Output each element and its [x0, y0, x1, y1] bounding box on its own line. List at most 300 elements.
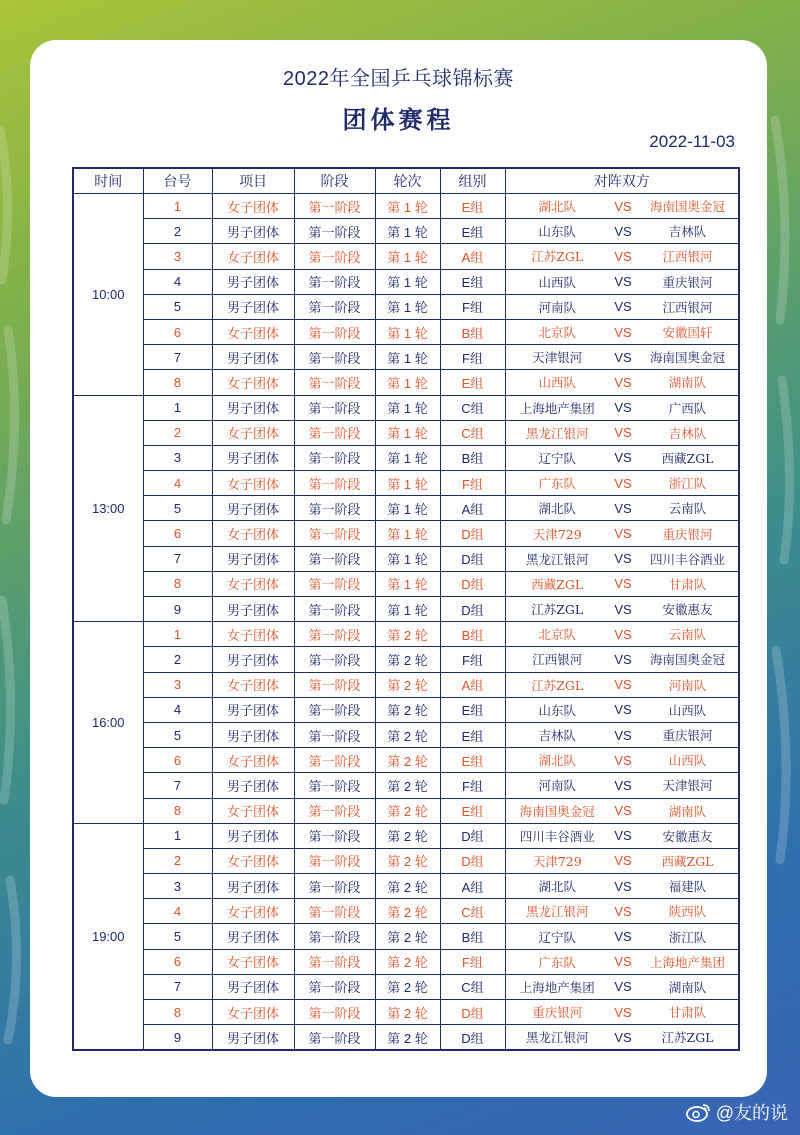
stage-name: 第一阶段 — [294, 219, 375, 244]
group-name: E组 — [440, 194, 505, 219]
team-b: 湖南队 — [637, 370, 739, 395]
stage-name: 第一阶段 — [294, 672, 375, 697]
team-a: 黑龙江银河 — [505, 546, 609, 571]
vs-label: VS — [609, 395, 637, 420]
event-name: 女子团体 — [212, 571, 294, 596]
group-name: E组 — [440, 219, 505, 244]
vs-label: VS — [609, 722, 637, 747]
table-row — [73, 647, 739, 672]
team-a: 湖北队 — [505, 496, 609, 521]
round-name: 第 2 轮 — [375, 874, 440, 899]
team-a: 辽宁队 — [505, 924, 609, 949]
team-a: 河南队 — [505, 294, 609, 319]
table-row — [73, 345, 739, 370]
event-name: 女子团体 — [212, 420, 294, 445]
event-name: 男子团体 — [212, 219, 294, 244]
group-name: E组 — [440, 697, 505, 722]
schedule-body — [73, 194, 739, 1051]
team-b: 甘肃队 — [637, 1000, 739, 1025]
team-b: 浙江队 — [637, 924, 739, 949]
table-number: 3 — [143, 874, 212, 899]
group-name: D组 — [440, 1025, 505, 1051]
group-name: F组 — [440, 471, 505, 496]
event-name: 女子团体 — [212, 899, 294, 924]
team-b: 江西银河 — [637, 244, 739, 269]
vs-label: VS — [609, 445, 637, 470]
round-name: 第 1 轮 — [375, 395, 440, 420]
round-name: 第 2 轮 — [375, 974, 440, 999]
table-row — [73, 622, 739, 647]
team-a: 江苏ZGL — [505, 672, 609, 697]
team-b: 福建队 — [637, 874, 739, 899]
table-row — [73, 194, 739, 219]
table-number: 7 — [143, 345, 212, 370]
round-name: 第 1 轮 — [375, 219, 440, 244]
round-name: 第 2 轮 — [375, 773, 440, 798]
table-row — [73, 672, 739, 697]
table-row — [73, 219, 739, 244]
event-name: 女子团体 — [212, 748, 294, 773]
table-number: 2 — [143, 420, 212, 445]
col-header-stage: 阶段 — [294, 168, 375, 194]
round-name: 第 1 轮 — [375, 370, 440, 395]
table-row — [73, 571, 739, 596]
stage-name: 第一阶段 — [294, 420, 375, 445]
table-row — [73, 823, 739, 848]
stage-name: 第一阶段 — [294, 345, 375, 370]
team-b: 江西银河 — [637, 294, 739, 319]
table-number: 6 — [143, 521, 212, 546]
table-row — [73, 496, 739, 521]
table-number: 2 — [143, 219, 212, 244]
group-name: C组 — [440, 420, 505, 445]
vs-label: VS — [609, 571, 637, 596]
round-name: 第 1 轮 — [375, 294, 440, 319]
table-number: 5 — [143, 722, 212, 747]
team-a: 重庆银河 — [505, 1000, 609, 1025]
stage-name: 第一阶段 — [294, 647, 375, 672]
team-a: 广东队 — [505, 471, 609, 496]
round-name: 第 1 轮 — [375, 471, 440, 496]
table-number: 4 — [143, 471, 212, 496]
round-name: 第 2 轮 — [375, 1000, 440, 1025]
stage-name: 第一阶段 — [294, 848, 375, 873]
table-number: 1 — [143, 622, 212, 647]
group-name: B组 — [440, 622, 505, 647]
round-name: 第 1 轮 — [375, 571, 440, 596]
event-name: 男子团体 — [212, 269, 294, 294]
team-a: 天津729 — [505, 848, 609, 873]
group-name: B组 — [440, 445, 505, 470]
vs-label: VS — [609, 798, 637, 823]
table-number: 6 — [143, 319, 212, 344]
table-row — [73, 874, 739, 899]
vs-label: VS — [609, 974, 637, 999]
table-row — [73, 924, 739, 949]
stage-name: 第一阶段 — [294, 319, 375, 344]
table-number: 7 — [143, 546, 212, 571]
table-number: 4 — [143, 899, 212, 924]
vs-label: VS — [609, 924, 637, 949]
team-b: 海南国奥金冠 — [637, 647, 739, 672]
round-name: 第 2 轮 — [375, 848, 440, 873]
table-number: 3 — [143, 244, 212, 269]
vs-label: VS — [609, 748, 637, 773]
event-name: 女子团体 — [212, 672, 294, 697]
team-a: 山东队 — [505, 219, 609, 244]
group-name: E组 — [440, 748, 505, 773]
team-b: 山西队 — [637, 748, 739, 773]
table-number: 6 — [143, 949, 212, 974]
team-a: 山西队 — [505, 269, 609, 294]
team-b: 重庆银河 — [637, 521, 739, 546]
group-name: D组 — [440, 823, 505, 848]
vs-label: VS — [609, 546, 637, 571]
vs-label: VS — [609, 597, 637, 622]
event-name: 男子团体 — [212, 345, 294, 370]
stage-name: 第一阶段 — [294, 445, 375, 470]
table-row — [73, 974, 739, 999]
team-b: 四川丰谷酒业 — [637, 546, 739, 571]
table-row — [73, 546, 739, 571]
team-a: 山东队 — [505, 697, 609, 722]
session-time: 16:00 — [73, 622, 143, 824]
stage-name: 第一阶段 — [294, 269, 375, 294]
team-b: 陕西队 — [637, 899, 739, 924]
table-number: 9 — [143, 597, 212, 622]
team-b: 重庆银河 — [637, 269, 739, 294]
col-header-time: 时间 — [73, 168, 143, 194]
vs-label: VS — [609, 370, 637, 395]
vs-label: VS — [609, 823, 637, 848]
group-name: C组 — [440, 974, 505, 999]
round-name: 第 2 轮 — [375, 697, 440, 722]
vs-label: VS — [609, 319, 637, 344]
group-name: A组 — [440, 244, 505, 269]
table-number: 3 — [143, 672, 212, 697]
round-name: 第 1 轮 — [375, 521, 440, 546]
table-row — [73, 471, 739, 496]
vs-label: VS — [609, 269, 637, 294]
session-time: 19:00 — [73, 823, 143, 1050]
schedule-table — [72, 167, 740, 1051]
watermark-text: @友的说 — [715, 1103, 788, 1123]
group-name: B组 — [440, 924, 505, 949]
table-row — [73, 597, 739, 622]
vs-label: VS — [609, 949, 637, 974]
table-number: 4 — [143, 697, 212, 722]
round-name: 第 2 轮 — [375, 748, 440, 773]
col-header-group: 组别 — [440, 168, 505, 194]
team-b: 云南队 — [637, 496, 739, 521]
vs-label: VS — [609, 244, 637, 269]
vs-label: VS — [609, 672, 637, 697]
round-name: 第 2 轮 — [375, 672, 440, 697]
team-a: 山西队 — [505, 370, 609, 395]
vs-label: VS — [609, 194, 637, 219]
table-number: 2 — [143, 647, 212, 672]
table-row — [73, 949, 739, 974]
team-a: 天津银河 — [505, 345, 609, 370]
group-name: E组 — [440, 269, 505, 294]
group-name: D组 — [440, 1000, 505, 1025]
table-number: 1 — [143, 395, 212, 420]
stage-name: 第一阶段 — [294, 244, 375, 269]
stage-name: 第一阶段 — [294, 194, 375, 219]
group-name: F组 — [440, 773, 505, 798]
stage-name: 第一阶段 — [294, 370, 375, 395]
event-name: 男子团体 — [212, 546, 294, 571]
team-b: 西藏ZGL — [637, 848, 739, 873]
table-row — [73, 244, 739, 269]
stage-name: 第一阶段 — [294, 546, 375, 571]
event-name: 女子团体 — [212, 848, 294, 873]
event-name: 男子团体 — [212, 722, 294, 747]
vs-label: VS — [609, 521, 637, 546]
vs-label: VS — [609, 294, 637, 319]
round-name: 第 1 轮 — [375, 597, 440, 622]
stage-name: 第一阶段 — [294, 899, 375, 924]
table-row — [73, 294, 739, 319]
table-row — [73, 697, 739, 722]
event-name: 女子团体 — [212, 949, 294, 974]
table-number: 1 — [143, 823, 212, 848]
round-name: 第 1 轮 — [375, 546, 440, 571]
vs-label: VS — [609, 471, 637, 496]
group-name: D组 — [440, 546, 505, 571]
table-number: 8 — [143, 571, 212, 596]
table-row — [73, 1000, 739, 1025]
event-name: 男子团体 — [212, 974, 294, 999]
group-name: D组 — [440, 597, 505, 622]
event-name: 女子团体 — [212, 622, 294, 647]
stage-name: 第一阶段 — [294, 798, 375, 823]
round-name: 第 1 轮 — [375, 420, 440, 445]
col-header-round: 轮次 — [375, 168, 440, 194]
team-a: 上海地产集团 — [505, 395, 609, 420]
group-name: A组 — [440, 672, 505, 697]
vs-label: VS — [609, 848, 637, 873]
round-name: 第 1 轮 — [375, 319, 440, 344]
team-b: 云南队 — [637, 622, 739, 647]
round-name: 第 2 轮 — [375, 823, 440, 848]
table-number: 8 — [143, 1000, 212, 1025]
group-name: F组 — [440, 345, 505, 370]
stage-name: 第一阶段 — [294, 471, 375, 496]
weibo-icon — [686, 1102, 712, 1122]
round-name: 第 2 轮 — [375, 722, 440, 747]
table-row — [73, 370, 739, 395]
team-a: 江苏ZGL — [505, 244, 609, 269]
table-row — [73, 395, 739, 420]
team-b: 湖南队 — [637, 798, 739, 823]
session-time: 13:00 — [73, 395, 143, 622]
round-name: 第 2 轮 — [375, 622, 440, 647]
team-a: 黑龙江银河 — [505, 420, 609, 445]
team-a: 广东队 — [505, 949, 609, 974]
team-a: 黑龙江银河 — [505, 1025, 609, 1051]
event-name: 男子团体 — [212, 1025, 294, 1051]
page-subtitle: 团体赛程 — [342, 107, 455, 134]
team-a: 吉林队 — [505, 722, 609, 747]
table-number: 1 — [143, 194, 212, 219]
stage-name: 第一阶段 — [294, 496, 375, 521]
team-b: 浙江队 — [637, 471, 739, 496]
vs-label: VS — [609, 345, 637, 370]
team-a: 江西银河 — [505, 647, 609, 672]
table-row — [73, 319, 739, 344]
table-row — [73, 1025, 739, 1051]
table-row — [73, 899, 739, 924]
team-b: 甘肃队 — [637, 571, 739, 596]
table-number: 2 — [143, 848, 212, 873]
round-name: 第 2 轮 — [375, 899, 440, 924]
team-a: 海南国奥金冠 — [505, 798, 609, 823]
team-b: 广西队 — [637, 395, 739, 420]
event-name: 女子团体 — [212, 319, 294, 344]
group-name: F组 — [440, 647, 505, 672]
team-a: 上海地产集团 — [505, 974, 609, 999]
col-header-table-no: 台号 — [143, 168, 212, 194]
stage-name: 第一阶段 — [294, 949, 375, 974]
stage-name: 第一阶段 — [294, 924, 375, 949]
stage-name: 第一阶段 — [294, 697, 375, 722]
schedule-date: 2022-11-03 — [649, 132, 735, 151]
event-name: 男子团体 — [212, 773, 294, 798]
event-name: 女子团体 — [212, 244, 294, 269]
stage-name: 第一阶段 — [294, 1000, 375, 1025]
group-name: D组 — [440, 848, 505, 873]
table-number: 8 — [143, 370, 212, 395]
team-a: 辽宁队 — [505, 445, 609, 470]
team-b: 湖南队 — [637, 974, 739, 999]
event-name: 女子团体 — [212, 194, 294, 219]
team-a: 北京队 — [505, 319, 609, 344]
table-number: 4 — [143, 269, 212, 294]
team-a: 湖北队 — [505, 194, 609, 219]
table-row — [73, 773, 739, 798]
table-row — [73, 748, 739, 773]
event-name: 男子团体 — [212, 697, 294, 722]
round-name: 第 2 轮 — [375, 647, 440, 672]
event-name: 男子团体 — [212, 597, 294, 622]
round-name: 第 1 轮 — [375, 496, 440, 521]
group-name: E组 — [440, 798, 505, 823]
team-a: 天津729 — [505, 521, 609, 546]
vs-label: VS — [609, 647, 637, 672]
vs-label: VS — [609, 874, 637, 899]
stage-name: 第一阶段 — [294, 773, 375, 798]
table-row — [73, 269, 739, 294]
round-name: 第 1 轮 — [375, 269, 440, 294]
table-row — [73, 848, 739, 873]
round-name: 第 2 轮 — [375, 924, 440, 949]
team-a: 湖北队 — [505, 874, 609, 899]
vs-label: VS — [609, 219, 637, 244]
event-name: 男子团体 — [212, 496, 294, 521]
group-name: A组 — [440, 496, 505, 521]
event-name: 男子团体 — [212, 445, 294, 470]
event-name: 女子团体 — [212, 798, 294, 823]
stage-name: 第一阶段 — [294, 571, 375, 596]
group-name: E组 — [440, 370, 505, 395]
group-name: C组 — [440, 899, 505, 924]
group-name: F组 — [440, 949, 505, 974]
group-name: B组 — [440, 319, 505, 344]
vs-label: VS — [609, 1000, 637, 1025]
team-b: 河南队 — [637, 672, 739, 697]
table-number: 7 — [143, 974, 212, 999]
table-row — [73, 445, 739, 470]
team-b: 西藏ZGL — [637, 445, 739, 470]
event-name: 男子团体 — [212, 823, 294, 848]
round-name: 第 1 轮 — [375, 244, 440, 269]
group-name: D组 — [440, 521, 505, 546]
team-b: 天津银河 — [637, 773, 739, 798]
stage-name: 第一阶段 — [294, 974, 375, 999]
group-name: C组 — [440, 395, 505, 420]
event-name: 女子团体 — [212, 521, 294, 546]
team-a: 北京队 — [505, 622, 609, 647]
event-name: 男子团体 — [212, 647, 294, 672]
round-name: 第 1 轮 — [375, 345, 440, 370]
page-title: 2022年全国乒乓球锦标赛 — [283, 68, 514, 90]
team-b: 安徽国轩 — [637, 319, 739, 344]
group-name: E组 — [440, 722, 505, 747]
stage-name: 第一阶段 — [294, 622, 375, 647]
stage-name: 第一阶段 — [294, 521, 375, 546]
vs-label: VS — [609, 1025, 637, 1051]
vs-label: VS — [609, 420, 637, 445]
round-name: 第 2 轮 — [375, 949, 440, 974]
table-number: 5 — [143, 294, 212, 319]
col-header-event: 项目 — [212, 168, 294, 194]
schedule-card — [30, 40, 767, 1097]
event-name: 男子团体 — [212, 395, 294, 420]
group-name: D组 — [440, 571, 505, 596]
table-number: 6 — [143, 748, 212, 773]
session-time: 10:00 — [73, 194, 143, 396]
team-b: 吉林队 — [637, 219, 739, 244]
watermark — [686, 1099, 788, 1125]
table-number: 9 — [143, 1025, 212, 1051]
team-b: 安徽惠友 — [637, 597, 739, 622]
vs-label: VS — [609, 622, 637, 647]
team-a: 河南队 — [505, 773, 609, 798]
stage-name: 第一阶段 — [294, 823, 375, 848]
team-a: 四川丰谷酒业 — [505, 823, 609, 848]
team-b: 海南国奥金冠 — [637, 194, 739, 219]
table-number: 5 — [143, 924, 212, 949]
table-number: 3 — [143, 445, 212, 470]
round-name: 第 1 轮 — [375, 445, 440, 470]
team-a: 江苏ZGL — [505, 597, 609, 622]
table-header-row — [73, 168, 739, 194]
round-name: 第 2 轮 — [375, 1025, 440, 1051]
event-name: 男子团体 — [212, 294, 294, 319]
table-row — [73, 798, 739, 823]
table-row — [73, 420, 739, 445]
team-a: 湖北队 — [505, 748, 609, 773]
stage-name: 第一阶段 — [294, 1025, 375, 1051]
group-name: A组 — [440, 874, 505, 899]
team-b: 海南国奥金冠 — [637, 345, 739, 370]
table-number: 5 — [143, 496, 212, 521]
team-b: 安徽惠友 — [637, 823, 739, 848]
vs-label: VS — [609, 899, 637, 924]
event-name: 女子团体 — [212, 471, 294, 496]
event-name: 男子团体 — [212, 924, 294, 949]
